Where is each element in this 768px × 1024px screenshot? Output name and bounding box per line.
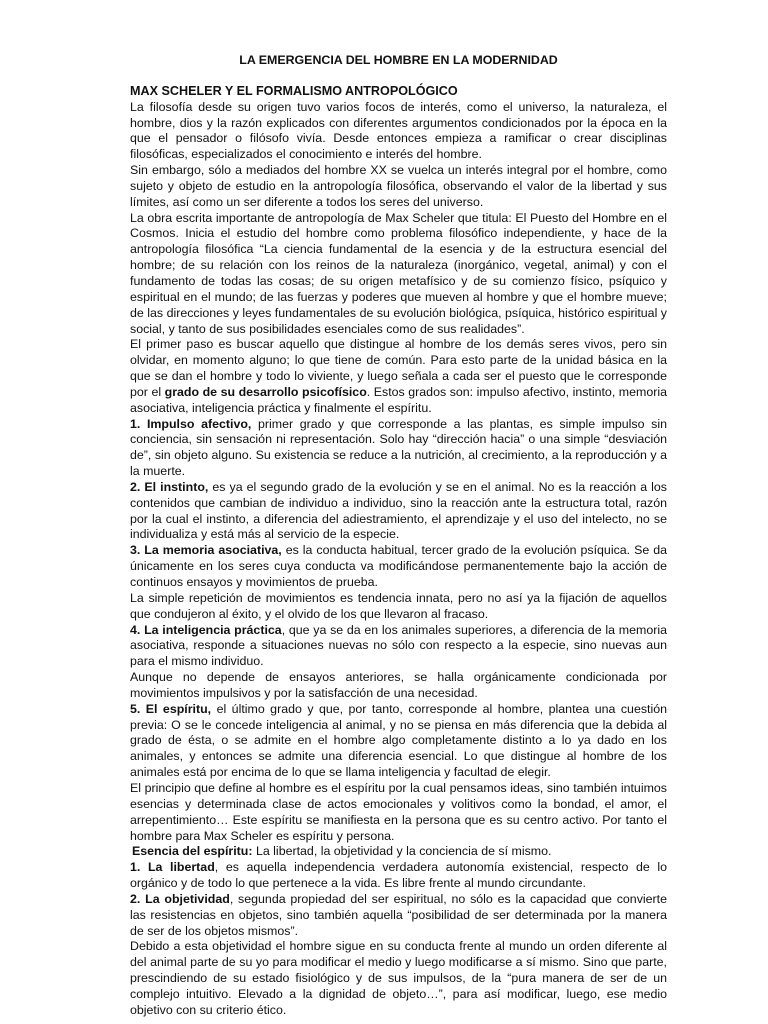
grade-item-4-label: 4. La inteligencia práctica — [130, 622, 282, 637]
grade-item-4-text: , que ya se da en los animales superiores, a diferencia de la memoria asociativa, responde a situaciones nuevas no sólo con respecto a la especie, sino nuevas aun para el mismo individuo. — [130, 622, 667, 669]
essence-item-1 — [130, 860, 667, 892]
document-page — [130, 53, 667, 1019]
grade-item-1-label: 1. Impulso afectivo, — [130, 416, 252, 431]
grade-item-4-note: Aunque no depende de ensayos anteriores, se halla orgánicamente condicionada por movimientos impulsivos y por la satisfacción de una necesidad. — [130, 670, 667, 700]
grade-item-1-text: primer grado y que corresponde a las plantas, es simple impulso sin conciencia, sin sensación ni representación. Solo hay “dirección hacia” o una simple “desviación de”, sin objeto alguno. Su existencia se reduce a la nutrición, al crecimiento, a la reproducción y a la muerte. — [130, 416, 667, 479]
essence-item-1-label: 1. La libertad — [130, 860, 215, 875]
paragraph-first-step-bold: grado de su desarrollo psicofísico — [164, 384, 367, 399]
document-title: LA EMERGENCIA DEL HOMBRE EN LA MODERNIDAD — [239, 53, 558, 67]
grade-item-1 — [130, 417, 667, 480]
essence-item-2-text: , segunda propiedad del ser espiritual, no sólo es la capacidad que convierte las resistencias en objetos, sino también aquella “posibilidad de ser determinada por la manera de ser de los objetos mismos”. — [130, 891, 667, 938]
grade-item-2-label: 2. El instinto, — [130, 479, 209, 494]
paragraph-spirit-principle: El principio que define al hombre es el espíritu por la cual pensamos ideas, sino también intuimos esencias y determinada clase de actos emocionales y volitivos como la bondad, el amor, el arrepentimiento… Este espíritu se manifiesta en la persona que es su centro activo. Por tanto el hombre para Max Scheler es espíritu y persona. — [130, 780, 667, 843]
grade-item-3-label: 3. La memoria asociativa, — [130, 543, 282, 558]
essence-item-2-label: 2. La objetividad — [130, 891, 230, 906]
grade-item-3 — [130, 543, 667, 591]
essence-text: La libertad, la objetividad y la conciencia de sí mismo. — [252, 844, 552, 859]
section-title: MAX SCHELER Y EL FORMALISMO ANTROPOLÓGICO — [130, 83, 458, 98]
grade-item-2 — [130, 480, 667, 543]
paragraph-first-step-b: . Estos grados son: impulso afectivo, instinto, memoria asociativa, inteligencia práctica y finalmente el espíritu. — [130, 384, 668, 415]
essence-heading — [130, 844, 667, 860]
essence-item-1-text: , es aquella independencia verdadera autonomía existencial, respecto de lo orgánico y de todo lo que pertenece a la vida. Es libre frente al mundo circundante. — [130, 860, 667, 891]
grade-item-3-note: La simple repetición de movimientos es tendencia innata, pero no así ya la fijación de aquellos que condujeron al éxito, y el olvido de los que llevaron al fracaso. — [130, 590, 667, 621]
essence-item-2 — [130, 892, 667, 940]
paragraph-objectivity: Debido a esta objetividad el hombre sigue en su conducta frente al mundo un orden diferente al del animal parte de su yo para modificar el medio y luego modificarse a sí mismo. Sino que parte, prescindiendo de su estado fisiológico y de sus impulsos, de la “pura manera de ser de un complejo intuitivo. Elevado a la dignidad de objeto…”, para así modificar, luego, ese medio objetivo con su criterio ético. — [130, 939, 667, 1017]
grade-item-5 — [130, 702, 667, 781]
grade-item-4 — [130, 623, 667, 671]
grade-item-3-text: es la conducta habitual, tercer grado de la evolución psíquica. Se da únicamente en los seres cuya conducta va modificándose permanentemente bajo la acción de continuos ensayos y movimientos de prueba. — [130, 543, 667, 589]
essence-label: Esencia del espíritu: — [132, 844, 253, 859]
grade-item-5-text: el último grado y que, por tanto, corresponde al hombre, plantea una cuestión previa: O se le concede inteligencia al animal, y no se piensa en más diferencia que la debida al grado de ésta, o se admite en el hombre algo completamente distinto a lo ya dado en los animales, y entonces se admite una diferencia esencial. Lo que distingue al hombre de los animales está por encima de lo que se llama inteligencia y facultad de elegir. — [130, 701, 668, 780]
paragraph-intro: La filosofía desde su origen tuvo varios focos de interés, como el universo, la naturaleza, el hombre, dios y la razón explicados con diferentes argumentos condicionados por la época en la que el pensador o filósofo vivía. Desde entonces empieza a ramificar o crear disciplinas filosóficas, especializados el conocimiento e interés del hombre. — [130, 99, 667, 162]
grade-item-5-label: 5. El espíritu, — [130, 701, 212, 716]
paragraph-first-step-a: El primer paso es buscar aquello que distingue al hombre de los demás seres vivos, pero sin olvidar, en momento alguno; lo que tiene de común. Para esto parte de la unidad básica en la que se dan el hombre y todo lo viviente, y luego señala a cada ser el puesto que le corresponde por el — [130, 337, 667, 399]
paragraph-scheler-work: La obra escrita importante de antropología de Max Scheler que titula: El Puesto del Hombre en el Cosmos. Inicia el estudio del hombre como problema filosófico independiente, y hace de la antropología filosófica “La ciencia fundamental de la esencia y de la estructura esencial del hombre; de su relación con los reinos de la naturaleza (inorgánico, vegetal, animal) y con el fundamento de todas las cosas; de su origen metafísico y de su comienzo físico, psíquico y espiritual en el mundo; de las fuerzas y poderes que mueven al hombre y que el hombre mueve; de las direcciones y leyes fundamentales de su evolución biológica, psíquica, histórico espiritual y social, y tanto de sus posibilidades esenciales como de sus realidades”. — [130, 210, 667, 336]
grade-item-2-text: es ya el segundo grado de la evolución y se en el animal. No es la reacción a los contenidos que cambian de individuo a individuo, sino la reacción ante la estructura total, razón por la cual el instinto, a diferencia del adiestramiento, el aprendizaje y el uso del intelecto, no se individualiza y está más al servicio de la especie. — [130, 479, 667, 542]
paragraph-first-step — [130, 337, 667, 416]
paragraph-twentieth-century: Sin embargo, sólo a mediados del hombre XX se vuelca un interés integral por el hombre, como sujeto y objeto de estudio en la antropología filosófica, observando el valor de la libertad y sus límites, así como un ser diferente a todos los seres del universo. — [130, 163, 667, 209]
